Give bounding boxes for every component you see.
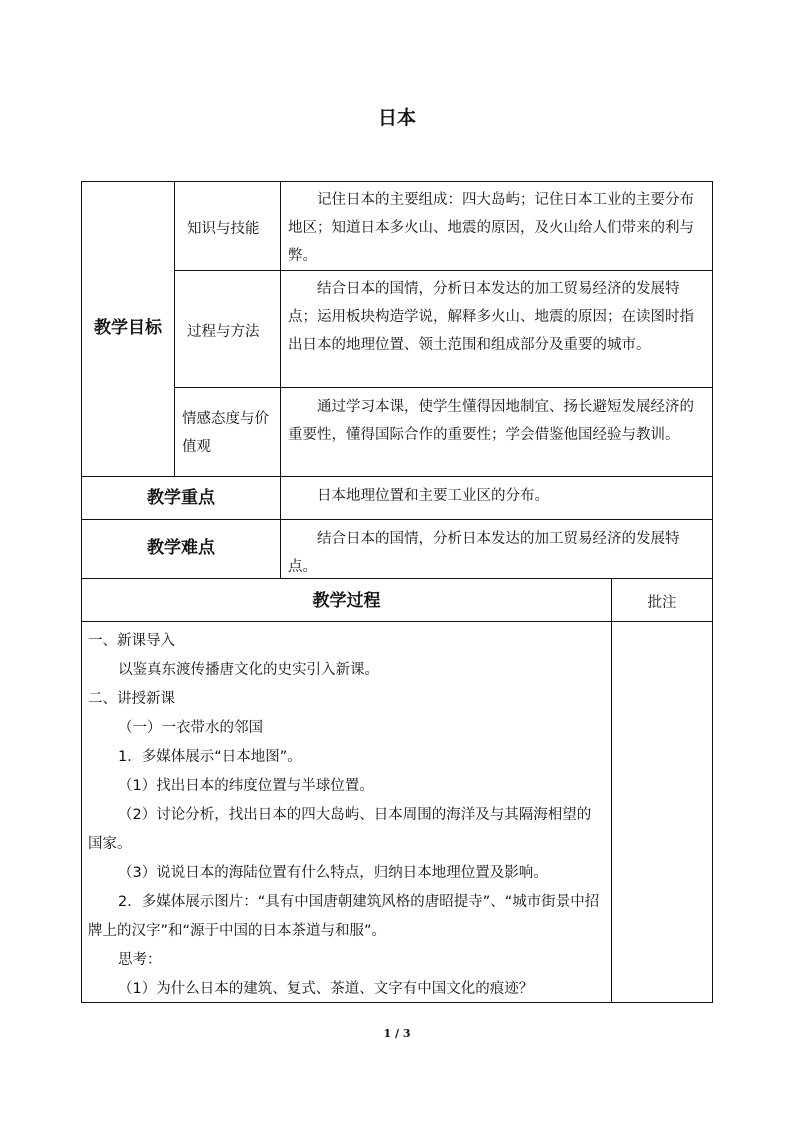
row-divider: [174, 270, 713, 271]
row-divider: [174, 387, 713, 388]
objective-content-process: 结合日本的国情，分析日本发达的加工贸易经济的发展特点；运用板块构造学说，解释多火山、地震的原因；在读图时指出日本的地理位置、领土范围和组成部分及重要的城市。: [288, 281, 694, 353]
difficulty-header: 教学难点: [147, 538, 215, 558]
key-point-header: 教学重点: [147, 488, 215, 508]
process-header: 教学过程: [312, 591, 381, 611]
key-point-content: 日本地理位置和主要工业区的分布。: [317, 488, 549, 504]
document-title: 日本: [377, 107, 416, 129]
difficulty-content: 结合日本的国情，分析日本发达的加工贸易经济的发展特点。: [288, 531, 680, 575]
table-border-right: [712, 181, 713, 1003]
page-number: 1 / 3: [383, 1027, 411, 1040]
notes-divider: [611, 578, 612, 1003]
process-line: （1）找出日本的纬度位置与半球位置。: [118, 778, 374, 794]
row-divider: [81, 621, 713, 622]
process-line: （2）讨论分析，找出日本的四大岛屿、日本周围的海洋及与其隔海相望的国家。: [88, 807, 592, 852]
process-line: 1．多媒体展示“日本地图”。: [118, 749, 302, 765]
process-line: 思考：: [118, 952, 162, 968]
table-border-top: [81, 181, 713, 182]
process-line: 一、新课导入: [88, 633, 175, 649]
process-line: （一）一衣带水的邻国: [118, 720, 263, 736]
objective-label-attitude: 情感态度与价值观: [182, 411, 269, 455]
process-content: [88, 627, 604, 1004]
objectives-divider: [174, 181, 175, 476]
process-line: 2．多媒体展示图片：“具有中国唐朝建筑风格的唐昭提寺”、“城市街景中招牌上的汉字”和“源于中国的日本茶道与和服”。: [88, 894, 600, 939]
process-line: 二、讲授新课: [88, 691, 175, 707]
objectives-header: 教学目标: [94, 318, 162, 338]
notes-header: 批注: [647, 595, 677, 611]
process-line: （1）为什么日本的建筑、复式、茶道、文字有中国文化的痕迹？: [118, 981, 534, 997]
process-line: 以鉴真东渡传播唐文化的史实引入新课。: [118, 662, 379, 678]
objective-label-process: 过程与方法: [187, 324, 260, 340]
row-divider: [81, 519, 713, 520]
process-line: （3）说说日本的海陆位置有什么特点，归纳日本地理位置及影响。: [118, 865, 548, 881]
row-divider: [81, 476, 713, 477]
objective-content-knowledge: 记住日本的主要组成：四大岛屿；记住日本工业的主要分布地区；知道日本多火山、地震的原因，及火山给人们带来的利与弊。: [288, 192, 694, 264]
objective-content-attitude: 通过学习本课，使学生懂得因地制宜、扬长避短发展经济的重要性，懂得国际合作的重要性；学会借鉴他国经验与教训。: [288, 399, 694, 443]
objective-label-knowledge: 知识与技能: [187, 221, 260, 237]
